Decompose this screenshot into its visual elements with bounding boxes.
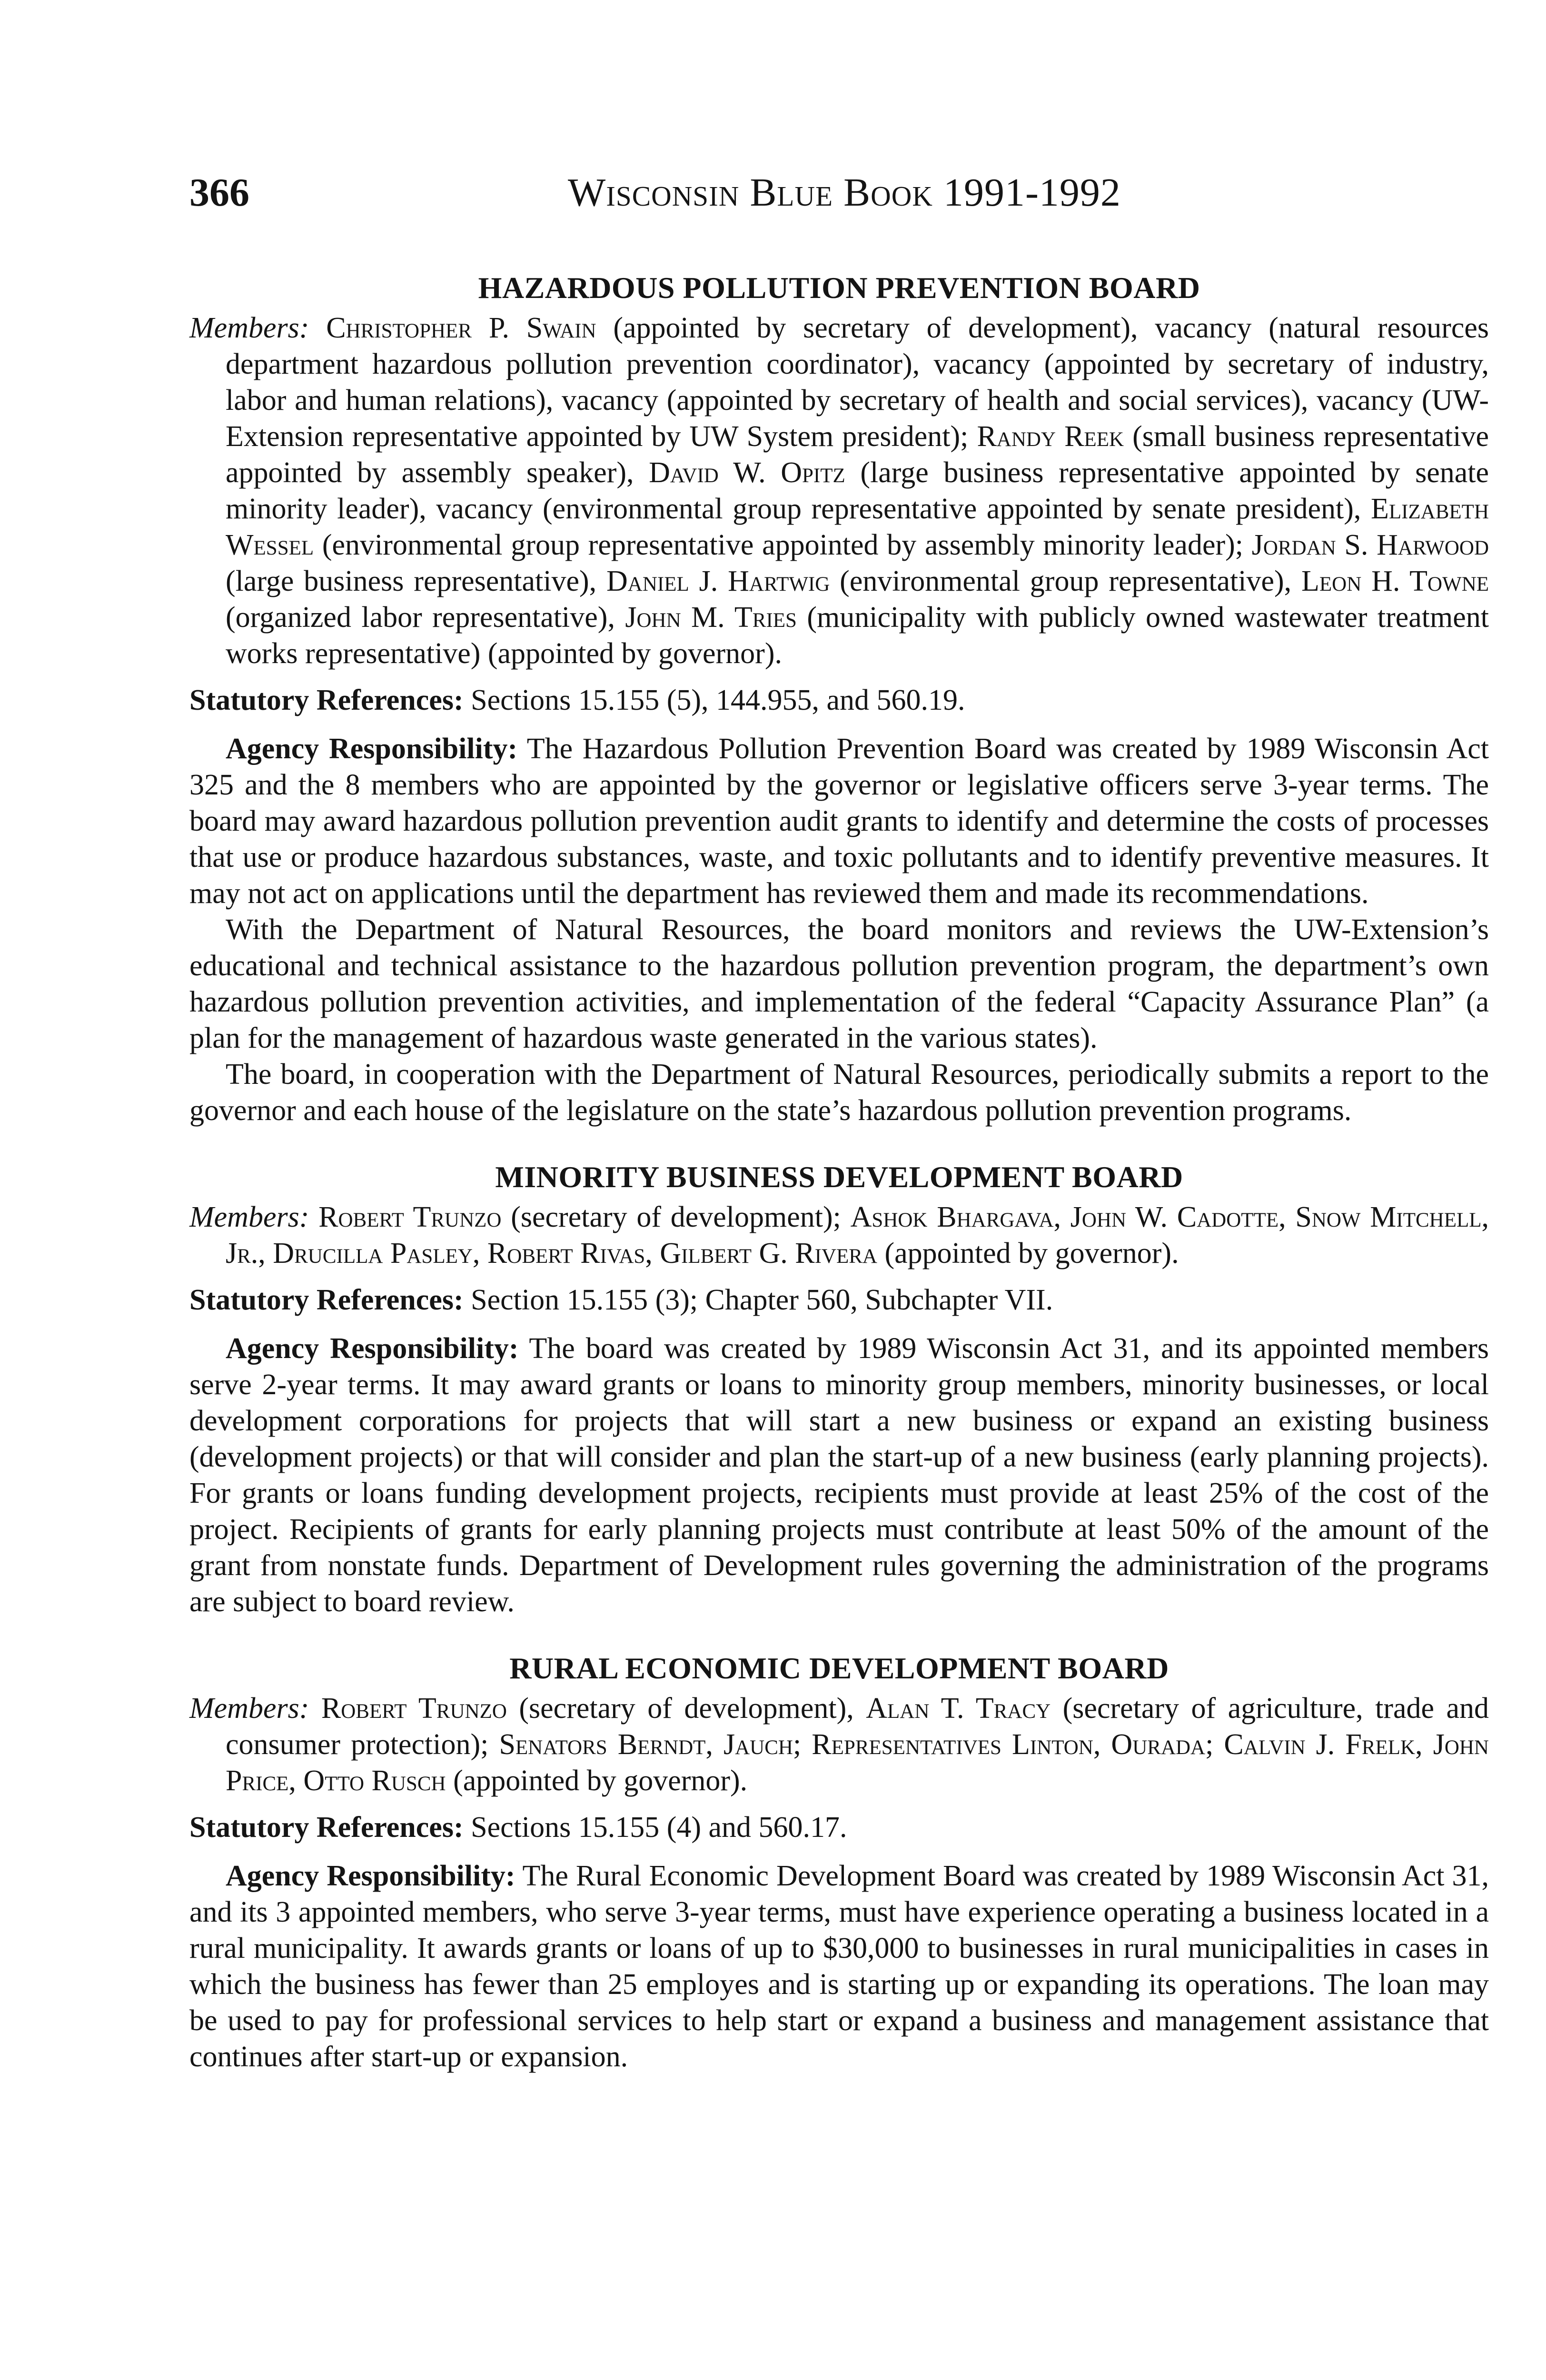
page-number: 366 bbox=[189, 170, 249, 215]
paragraph-text: The board was created by 1989 Wisconsin Act 31, and its appointed members serve 2-year terms. It may award grants or loans to minority group members, minority businesses, or local development corporations for projects that will start a new business or expand an existing business (development projects) or that will consider and plan the start-up of a new business (early planning projects). For grants or loans funding development projects, recipients must provide at least 25% of the cost of the project. Recipients of grants for early planning projects must contribute at least 50% of the amount of the grant from nonstate funds. Department of Development rules governing the administration of the programs are subject to board review. bbox=[189, 1332, 1489, 1618]
member-role: (organized labor representative), bbox=[226, 601, 625, 634]
statutory-references bbox=[189, 1282, 1489, 1318]
paragraph: With the Department of Natural Resources, the board monitors and reviews the UW-Extension’s educational and technical assistance to the hazardous pollution prevention program, the department’s own hazardous pollution prevention activities, and implementation of the federal “Capacity Assurance Plan” (a plan for the management of hazardous waste generated in the various states). bbox=[189, 913, 1489, 1054]
members-list bbox=[189, 1690, 1489, 1799]
agency-paragraph bbox=[189, 731, 1489, 912]
member-role: (appointed by governor). bbox=[877, 1237, 1179, 1269]
member-name: Daniel J. Hartwig bbox=[606, 565, 830, 597]
member-name: Elizabeth Wessel bbox=[226, 493, 1489, 561]
members-label: Members: bbox=[189, 1201, 309, 1233]
agency-label: Agency Responsibility: bbox=[226, 1332, 519, 1365]
member-name: Alan T. Tracy bbox=[866, 1692, 1051, 1725]
section-title: HAZARDOUS POLLUTION PREVENTION BOARD bbox=[478, 271, 1200, 305]
section-minority-business bbox=[189, 1158, 1489, 1620]
member-name: Robert Trunzo bbox=[318, 1201, 502, 1233]
member-name: Leon H. Towne bbox=[1301, 565, 1489, 597]
section-hazardous-pollution bbox=[189, 269, 1489, 1129]
statutory-references bbox=[189, 682, 1489, 718]
member-role: (environmental group representative), bbox=[830, 565, 1302, 597]
member-name: Robert Trunzo bbox=[321, 1692, 507, 1725]
statutory-label: Statutory References: bbox=[189, 1284, 464, 1316]
agency-label: Agency Responsibility: bbox=[226, 733, 518, 765]
agency-label: Agency Responsibility: bbox=[226, 1860, 515, 1892]
statutory-text: Sections 15.155 (5), 144.955, and 560.19. bbox=[463, 684, 965, 716]
member-role: (secretary of agriculture, trade and consumer protection); bbox=[226, 1692, 1489, 1761]
member-name: Jordan S. Harwood bbox=[1251, 529, 1489, 561]
statutory-references bbox=[189, 1809, 1489, 1845]
member-role: (large business representative appointed by senate minority leader), vacancy (environmental group representative appointed by senate president), bbox=[226, 456, 1489, 525]
member-role: (environmental group representative appointed by assembly minority leader); bbox=[314, 529, 1252, 561]
paragraph: The board, in cooperation with the Department of Natural Resources, periodically submits a report to the governor and each house of the legislature on the state’s hazardous pollution prevention programs. bbox=[189, 1058, 1489, 1127]
member-name: Senators Berndt, Jauch; Representatives Linton, Ourada; Calvin J. Frelk, John Price, Otto Rusch bbox=[226, 1728, 1489, 1797]
member-name: David W. Opitz bbox=[649, 456, 845, 489]
running-head bbox=[189, 169, 1489, 221]
member-name: Ashok Bhargava, John W. Cadotte, Snow Mitchell, Jr., Drucilla Pasley, Robert Rivas, Gilbert G. Rivera bbox=[226, 1201, 1489, 1269]
statutory-text: Section 15.155 (3); Chapter 560, Subchapter VII. bbox=[463, 1284, 1053, 1316]
agency-paragraph bbox=[189, 1330, 1489, 1620]
section-title: MINORITY BUSINESS DEVELOPMENT BOARD bbox=[495, 1160, 1183, 1194]
statutory-label: Statutory References: bbox=[189, 684, 464, 716]
section-rural-economic bbox=[189, 1649, 1489, 2075]
member-name: Randy Reek bbox=[977, 420, 1124, 453]
running-title: Wisconsin Blue Book 1991-1992 bbox=[568, 170, 1121, 215]
member-role: (small business representative appointed by assembly speaker), bbox=[226, 420, 1489, 489]
members-label: Members: bbox=[189, 1692, 309, 1725]
member-role: (secretary of development); bbox=[501, 1201, 851, 1233]
member-name: John M. Tries bbox=[625, 601, 797, 634]
paragraph-text: The Hazardous Pollution Prevention Board was created by 1989 Wisconsin Act 325 and the 8 members who are appointed by the governor or legislative officers serve 3-year terms. The board may award hazardous pollution prevention audit grants to identify and determine the costs of processes that use or produce hazardous substances, waste, and toxic pollutants and to identify preventive measures. It may not act on applications until the department has reviewed them and made its recommendations. bbox=[189, 733, 1489, 910]
page-content bbox=[189, 269, 1489, 2104]
members-list bbox=[189, 1199, 1489, 1271]
member-role: (large business representative), bbox=[226, 565, 607, 597]
statutory-label: Statutory References: bbox=[189, 1811, 464, 1844]
statutory-text: Sections 15.155 (4) and 560.17. bbox=[463, 1811, 847, 1844]
member-role: (municipality with publicly owned wastewater treatment works representative) (appointed by governor). bbox=[226, 601, 1489, 670]
member-name: Christopher P. Swain bbox=[326, 312, 596, 344]
member-role: (secretary of development), bbox=[506, 1692, 866, 1725]
section-title: RURAL ECONOMIC DEVELOPMENT BOARD bbox=[509, 1651, 1169, 1685]
members-list bbox=[189, 310, 1489, 672]
member-role: (appointed by secretary of development), vacancy (natural resources department hazardous pollution prevention coordinator), vacancy (appointed by secretary of industry, labor and human relations), vacancy (appointed by secretary of health and social services), vacancy (UW-Extension representative appointed by UW System president); bbox=[226, 312, 1489, 453]
agency-paragraph bbox=[189, 1858, 1489, 2075]
member-role: (appointed by governor). bbox=[446, 1765, 748, 1797]
paragraph-text: The Rural Economic Development Board was created by 1989 Wisconsin Act 31, and its 3 appointed members, who serve 3-year terms, must have experience operating a business located in a rural municipality. It awards grants or loans of up to $30,000 to businesses in rural municipalities in cases in which the business has fewer than 25 employes and is starting up or expanding its operations. The loan may be used to pay for professional services to help start or expand a business and management assistance that continues after start-up or expansion. bbox=[189, 1860, 1489, 2073]
members-label: Members: bbox=[189, 312, 309, 344]
